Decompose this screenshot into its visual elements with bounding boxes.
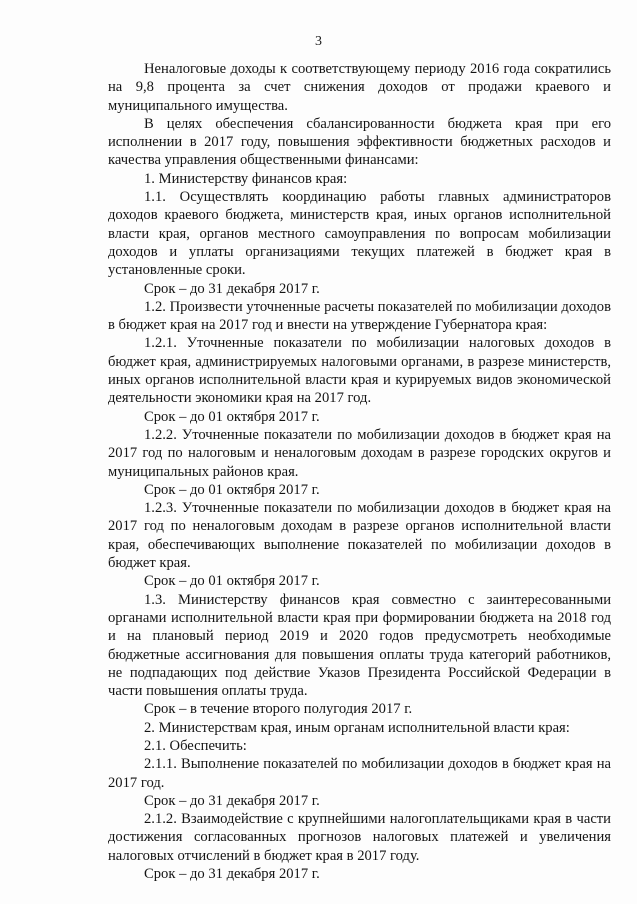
page-number: 3	[315, 34, 322, 49]
paragraph-item-2-1-2: 2.1.2. Взаимодействие с крупнейшими налогоплательщиками края в части достижения согласованных прогнозов налоговых платежей и увеличения налоговых отчислений в бюджет края в 2017 году.	[108, 811, 611, 864]
paragraph-item-1-1: 1.1. Осуществлять координацию работы главных администраторов доходов краевого бюджета, министерств края, иных органов исполнительной власти края, органов местного самоуправления по вопросам мобилизации доходов и уплаты организациями текущих платежей в бюджет края в установленные сроки.	[108, 189, 611, 279]
paragraph-item-1-2-2: 1.2.2. Уточненные показатели по мобилизации доходов в бюджет края на 2017 год по налоговым и неналоговым доходам в разрезе городских округов и муниципальных районов края.	[108, 426, 611, 480]
paragraph-purpose: В целях обеспечения сбалансированности бюджета края при его исполнении в 2017 году, повышения эффективности бюджетных расходов и качества управления общественными финансами:	[108, 115, 611, 169]
paragraph-item-1: 1. Министерству финансов края:	[144, 170, 348, 187]
paragraph-item-1-2: 1.2. Произвести уточненные расчеты показателей по мобилизации доходов в бюджет края на 2017 год и внести на утверждение Губернатора края:	[108, 298, 611, 334]
paragraph-deadline: Срок – до 01 октября 2017 г.	[144, 573, 320, 590]
paragraph-nontax-revenue: Неналоговые доходы к соответствующему периоду 2016 года сократились на 9,8 процента за счет снижения доходов от продажи краевого и муниципального имущества.	[108, 61, 611, 114]
paragraph-deadline: Срок – в течение второго полугодия 2017 г.	[144, 701, 413, 718]
paragraph-item-2: 2. Министерствам края, иным органам исполнительной власти края:	[144, 719, 570, 736]
paragraph-item-2-1-1: 2.1.1. Выполнение показателей по мобилизации доходов в бюджет края на 2017 год.	[108, 756, 611, 791]
paragraph-deadline: Срок – до 01 октября 2017 г.	[144, 408, 320, 425]
paragraph-deadline: Срок – до 31 декабря 2017 г.	[144, 792, 320, 809]
paragraph-deadline: Срок – до 01 октября 2017 г.	[144, 481, 320, 498]
paragraph-item-2-1: 2.1. Обеспечить:	[144, 737, 247, 754]
paragraph-item-1-2-3: 1.2.3. Уточненные показатели по мобилизации доходов в бюджет края на 2017 год по неналоговым доходам в разрезе органов исполнительной власти края, обеспечивающих выполнение показателей по мобилизации доходов в бюджет края.	[108, 500, 611, 572]
paragraph-deadline: Срок – до 31 декабря 2017 г.	[144, 280, 320, 297]
paragraph-item-1-2-1: 1.2.1. Уточненные показатели по мобилизации налоговых доходов в бюджет края, администрируемых налоговыми органами, в разрезе министерств, иных органов исполнительной власти края и курируемых видов экономической деятельности экономики края на 2017 год.	[108, 335, 611, 407]
document-body	[108, 60, 611, 883]
paragraph-deadline: Срок – до 31 декабря 2017 г.	[144, 866, 320, 883]
paragraph-item-1-3: 1.3. Министерству финансов края совместно с заинтересованными органами исполнительной власти края при формировании бюджета на 2018 год и на плановый период 2019 и 2020 годов предусмотреть необходимые бюджетные ассигнования для повышения оплаты труда категорий работников, не подпадающих под действие Указов Президента Российской Федерации в части повышения оплаты труда.	[108, 591, 611, 700]
